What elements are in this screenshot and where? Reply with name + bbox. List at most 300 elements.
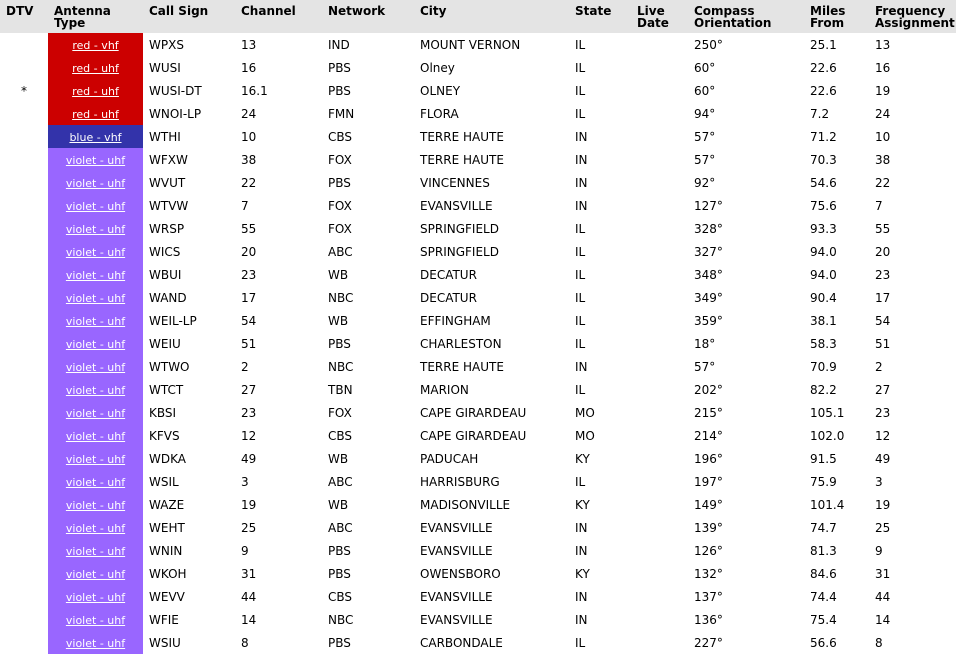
frequency-assignment-cell: 19 <box>875 497 891 512</box>
table-row <box>0 286 956 309</box>
miles-from-cell: 81.3 <box>810 543 837 558</box>
frequency-assignment-cell: 54 <box>875 313 891 328</box>
state-cell: IL <box>575 474 586 489</box>
antenna-type-cell <box>48 562 143 585</box>
live-date-cell <box>631 309 688 332</box>
antenna-type-link[interactable]: violet - uhf <box>65 590 126 604</box>
call-sign-cell: WDKA <box>149 451 186 466</box>
city-cell: Olney <box>420 60 455 75</box>
call-sign-cell: WVUT <box>149 175 186 190</box>
city-cell: CAPE GIRARDEAU <box>420 428 527 443</box>
miles-from-cell: 56.6 <box>810 635 837 650</box>
antenna-type-link[interactable]: violet - uhf <box>65 199 126 213</box>
state-cell: IL <box>575 313 586 328</box>
antenna-type-link[interactable]: violet - uhf <box>65 222 126 236</box>
call-sign-cell: WFXW <box>149 152 188 167</box>
compass-orientation-cell: 60° <box>694 60 716 75</box>
channel-cell: 24 <box>241 106 257 121</box>
compass-orientation-cell: 348° <box>694 267 723 282</box>
antenna-type-link[interactable]: violet - uhf <box>65 176 126 190</box>
compass-orientation-cell: 126° <box>694 543 723 558</box>
frequency-assignment-cell: 23 <box>875 267 891 282</box>
compass-orientation-cell: 57° <box>694 129 716 144</box>
antenna-type-cell <box>48 171 143 194</box>
miles-from-cell: 58.3 <box>810 336 837 351</box>
header-compass-orientation: Compass Orientation <box>688 0 804 33</box>
header-live-date: Live Date <box>631 0 688 33</box>
frequency-assignment-cell: 12 <box>875 428 891 443</box>
channel-cell: 23 <box>241 267 257 282</box>
antenna-type-cell <box>48 470 143 493</box>
network-cell: FMN <box>328 106 355 121</box>
frequency-assignment-cell: 3 <box>875 474 883 489</box>
antenna-type-link[interactable]: violet - uhf <box>65 268 126 282</box>
state-cell: IL <box>575 635 586 650</box>
compass-orientation-cell: 57° <box>694 359 716 374</box>
dtv-cell <box>0 148 48 171</box>
table-row <box>0 424 956 447</box>
call-sign-cell: WICS <box>149 244 181 259</box>
call-sign-cell: WFIE <box>149 612 179 627</box>
antenna-type-link[interactable]: violet - uhf <box>65 383 126 397</box>
antenna-type-link[interactable]: red - uhf <box>72 107 119 121</box>
antenna-type-cell <box>48 33 143 56</box>
table-row <box>0 309 956 332</box>
table-row <box>0 562 956 585</box>
channel-cell: 19 <box>241 497 257 512</box>
antenna-type-link[interactable]: violet - uhf <box>65 406 126 420</box>
antenna-type-cell <box>48 631 143 654</box>
network-cell: CBS <box>328 589 353 604</box>
channel-cell: 2 <box>241 359 249 374</box>
table-row <box>0 355 956 378</box>
compass-orientation-cell: 359° <box>694 313 723 328</box>
antenna-type-cell <box>48 332 143 355</box>
network-cell: NBC <box>328 290 354 305</box>
channel-cell: 23 <box>241 405 257 420</box>
compass-orientation-cell: 227° <box>694 635 723 650</box>
table-row <box>0 470 956 493</box>
live-date-cell <box>631 562 688 585</box>
live-date-cell <box>631 263 688 286</box>
live-date-cell <box>631 33 688 56</box>
channel-cell: 13 <box>241 37 257 52</box>
city-cell: CARBONDALE <box>420 635 503 650</box>
antenna-type-cell <box>48 608 143 631</box>
city-cell: DECATUR <box>420 267 477 282</box>
antenna-type-cell <box>48 516 143 539</box>
dtv-cell <box>0 562 48 585</box>
header-network: Network <box>322 0 414 33</box>
antenna-type-link[interactable]: violet - uhf <box>65 613 126 627</box>
channel-cell: 7 <box>241 198 249 213</box>
frequency-assignment-cell: 24 <box>875 106 891 121</box>
channel-cell: 16.1 <box>241 83 268 98</box>
header-dtv: DTV <box>0 0 48 33</box>
live-date-cell <box>631 102 688 125</box>
table-row <box>0 263 956 286</box>
compass-orientation-cell: 214° <box>694 428 723 443</box>
frequency-assignment-cell: 7 <box>875 198 883 213</box>
live-date-cell <box>631 424 688 447</box>
live-date-cell <box>631 217 688 240</box>
dtv-cell <box>0 332 48 355</box>
dtv-cell <box>0 263 48 286</box>
frequency-assignment-cell: 13 <box>875 37 891 52</box>
city-cell: PADUCAH <box>420 451 479 466</box>
compass-orientation-cell: 328° <box>694 221 723 236</box>
antenna-type-cell <box>48 493 143 516</box>
channel-cell: 51 <box>241 336 257 351</box>
channel-cell: 20 <box>241 244 257 259</box>
network-cell: PBS <box>328 543 351 558</box>
antenna-type-cell <box>48 217 143 240</box>
antenna-type-link[interactable]: violet - uhf <box>65 567 126 581</box>
channel-cell: 22 <box>241 175 257 190</box>
table-row <box>0 171 956 194</box>
city-cell: HARRISBURG <box>420 474 500 489</box>
miles-from-cell: 38.1 <box>810 313 837 328</box>
antenna-type-link[interactable]: violet - uhf <box>65 452 126 466</box>
network-cell: WB <box>328 497 349 512</box>
antenna-type-link[interactable]: violet - uhf <box>65 314 126 328</box>
channel-cell: 9 <box>241 543 249 558</box>
table-row <box>0 332 956 355</box>
dtv-cell <box>0 401 48 424</box>
network-cell: FOX <box>328 152 352 167</box>
miles-from-cell: 25.1 <box>810 37 837 52</box>
state-cell: IL <box>575 106 586 121</box>
live-date-cell <box>631 631 688 654</box>
antenna-type-cell <box>48 194 143 217</box>
call-sign-cell: WKOH <box>149 566 187 581</box>
state-cell: IL <box>575 382 586 397</box>
antenna-type-link[interactable]: violet - uhf <box>65 337 126 351</box>
dtv-cell <box>0 447 48 470</box>
antenna-type-link[interactable]: red - uhf <box>72 84 119 98</box>
miles-from-cell: 70.9 <box>810 359 837 374</box>
antenna-type-cell <box>48 378 143 401</box>
live-date-cell <box>631 608 688 631</box>
antenna-type-link[interactable]: red - vhf <box>72 38 119 52</box>
table-row <box>0 516 956 539</box>
header-channel: Channel <box>235 0 322 33</box>
miles-from-cell: 71.2 <box>810 129 837 144</box>
network-cell: ABC <box>328 474 353 489</box>
network-cell: ABC <box>328 520 353 535</box>
live-date-cell <box>631 79 688 102</box>
dtv-cell <box>0 286 48 309</box>
compass-orientation-cell: 18° <box>694 336 716 351</box>
channel-cell: 49 <box>241 451 257 466</box>
antenna-type-link[interactable]: violet - uhf <box>65 245 126 259</box>
antenna-type-link[interactable]: violet - uhf <box>65 153 126 167</box>
channel-cell: 3 <box>241 474 249 489</box>
miles-from-cell: 101.4 <box>810 497 845 512</box>
live-date-cell <box>631 56 688 79</box>
network-cell: WB <box>328 451 349 466</box>
call-sign-cell: WTVW <box>149 198 189 213</box>
channel-cell: 25 <box>241 520 257 535</box>
table-row <box>0 102 956 125</box>
city-cell: OWENSBORO <box>420 566 501 581</box>
live-date-cell <box>631 447 688 470</box>
dtv-cell <box>0 102 48 125</box>
call-sign-cell: WEHT <box>149 520 185 535</box>
frequency-assignment-cell: 38 <box>875 152 891 167</box>
frequency-assignment-cell: 25 <box>875 520 891 535</box>
channel-cell: 8 <box>241 635 249 650</box>
state-cell: MO <box>575 428 595 443</box>
channel-cell: 31 <box>241 566 257 581</box>
city-cell: EVANSVILLE <box>420 589 493 604</box>
header-miles-from: Miles From <box>804 0 869 33</box>
antenna-type-cell <box>48 355 143 378</box>
state-cell: KY <box>575 451 590 466</box>
compass-orientation-cell: 136° <box>694 612 723 627</box>
frequency-assignment-cell: 8 <box>875 635 883 650</box>
dtv-cell <box>0 424 48 447</box>
antenna-type-cell <box>48 401 143 424</box>
dtv-cell <box>0 470 48 493</box>
dtv-cell <box>0 194 48 217</box>
call-sign-cell: WAZE <box>149 497 185 512</box>
header-antenna-type: Antenna Type <box>48 0 143 33</box>
frequency-assignment-cell: 55 <box>875 221 891 236</box>
table-row <box>0 148 956 171</box>
miles-from-cell: 84.6 <box>810 566 837 581</box>
live-date-cell <box>631 516 688 539</box>
network-cell: WB <box>328 313 349 328</box>
compass-orientation-cell: 327° <box>694 244 723 259</box>
miles-from-cell: 7.2 <box>810 106 830 121</box>
call-sign-cell: WEIU <box>149 336 181 351</box>
channel-cell: 44 <box>241 589 257 604</box>
compass-orientation-cell: 202° <box>694 382 723 397</box>
dtv-cell <box>0 171 48 194</box>
state-cell: KY <box>575 497 590 512</box>
live-date-cell <box>631 125 688 148</box>
frequency-assignment-cell: 19 <box>875 83 891 98</box>
antenna-type-cell <box>48 539 143 562</box>
miles-from-cell: 105.1 <box>810 405 845 420</box>
call-sign-cell: WTHI <box>149 129 181 144</box>
network-cell: PBS <box>328 83 351 98</box>
city-cell: VINCENNES <box>420 175 490 190</box>
dtv-cell <box>0 631 48 654</box>
antenna-type-cell <box>48 240 143 263</box>
call-sign-cell: KBSI <box>149 405 177 420</box>
antenna-type-cell <box>48 125 143 148</box>
antenna-type-cell <box>48 56 143 79</box>
live-date-cell <box>631 493 688 516</box>
antenna-type-link[interactable]: violet - uhf <box>65 291 126 305</box>
table-row <box>0 378 956 401</box>
antenna-type-cell <box>48 102 143 125</box>
table-row <box>0 56 956 79</box>
live-date-cell <box>631 194 688 217</box>
live-date-cell <box>631 401 688 424</box>
compass-orientation-cell: 215° <box>694 405 723 420</box>
antenna-type-link[interactable]: violet - uhf <box>65 360 126 374</box>
channel-cell: 12 <box>241 428 257 443</box>
state-cell: IN <box>575 175 588 190</box>
call-sign-cell: WTCT <box>149 382 184 397</box>
frequency-assignment-cell: 10 <box>875 129 891 144</box>
antenna-type-link[interactable]: violet - uhf <box>65 544 126 558</box>
state-cell: IN <box>575 129 588 144</box>
table-row <box>0 217 956 240</box>
table-row <box>0 401 956 424</box>
miles-from-cell: 70.3 <box>810 152 837 167</box>
antenna-type-cell <box>48 286 143 309</box>
antenna-type-link[interactable]: blue - vhf <box>69 130 122 144</box>
city-cell: TERRE HAUTE <box>420 152 504 167</box>
miles-from-cell: 75.6 <box>810 198 837 213</box>
miles-from-cell: 22.6 <box>810 83 837 98</box>
antenna-type-cell <box>48 447 143 470</box>
dtv-cell <box>0 240 48 263</box>
miles-from-cell: 74.4 <box>810 589 837 604</box>
dtv-cell <box>0 309 48 332</box>
dtv-cell <box>0 378 48 401</box>
call-sign-cell: WEIL-LP <box>149 313 197 328</box>
miles-from-cell: 94.0 <box>810 267 837 282</box>
network-cell: NBC <box>328 612 354 627</box>
compass-orientation-cell: 149° <box>694 497 723 512</box>
table-row <box>0 240 956 263</box>
table-row <box>0 79 956 102</box>
call-sign-cell: WTWO <box>149 359 190 374</box>
dtv-cell <box>0 585 48 608</box>
state-cell: MO <box>575 405 595 420</box>
city-cell: CAPE GIRARDEAU <box>420 405 527 420</box>
dtv-cell <box>0 217 48 240</box>
miles-from-cell: 75.4 <box>810 612 837 627</box>
state-cell: KY <box>575 566 590 581</box>
antenna-type-link[interactable]: violet - uhf <box>65 429 126 443</box>
table-row <box>0 539 956 562</box>
antenna-type-cell <box>48 309 143 332</box>
table-row <box>0 631 956 654</box>
call-sign-cell: WRSP <box>149 221 185 236</box>
miles-from-cell: 82.2 <box>810 382 837 397</box>
live-date-cell <box>631 240 688 263</box>
antenna-type-link[interactable]: violet - uhf <box>65 521 126 535</box>
city-cell: TERRE HAUTE <box>420 129 504 144</box>
network-cell: PBS <box>328 60 351 75</box>
frequency-assignment-cell: 16 <box>875 60 891 75</box>
table-row <box>0 608 956 631</box>
header-state: State <box>569 0 631 33</box>
call-sign-cell: WEVV <box>149 589 185 604</box>
header-call-sign: Call Sign <box>143 0 235 33</box>
compass-orientation-cell: 139° <box>694 520 723 535</box>
state-cell: IN <box>575 198 588 213</box>
antenna-type-link[interactable]: violet - uhf <box>65 498 126 512</box>
frequency-assignment-cell: 9 <box>875 543 883 558</box>
dtv-cell <box>0 493 48 516</box>
table-row <box>0 585 956 608</box>
channel-cell: 54 <box>241 313 257 328</box>
frequency-assignment-cell: 17 <box>875 290 891 305</box>
compass-orientation-cell: 60° <box>694 83 716 98</box>
call-sign-cell: WSIU <box>149 635 181 650</box>
miles-from-cell: 75.9 <box>810 474 837 489</box>
compass-orientation-cell: 132° <box>694 566 723 581</box>
city-cell: EVANSVILLE <box>420 543 493 558</box>
channel-cell: 10 <box>241 129 257 144</box>
frequency-assignment-cell: 51 <box>875 336 891 351</box>
table-row <box>0 493 956 516</box>
network-cell: FOX <box>328 221 352 236</box>
city-cell: EFFINGHAM <box>420 313 491 328</box>
header-city: City <box>414 0 569 33</box>
frequency-assignment-cell: 14 <box>875 612 891 627</box>
state-cell: IL <box>575 336 586 351</box>
antenna-type-link[interactable]: red - uhf <box>72 61 119 75</box>
antenna-type-link[interactable]: violet - uhf <box>65 475 126 489</box>
compass-orientation-cell: 197° <box>694 474 723 489</box>
compass-orientation-cell: 137° <box>694 589 723 604</box>
call-sign-cell: WNOI-LP <box>149 106 202 121</box>
antenna-type-link[interactable]: violet - uhf <box>65 636 126 650</box>
compass-orientation-cell: 250° <box>694 37 723 52</box>
network-cell: CBS <box>328 428 353 443</box>
channel-cell: 14 <box>241 612 257 627</box>
frequency-assignment-cell: 23 <box>875 405 891 420</box>
city-cell: EVANSVILLE <box>420 612 493 627</box>
live-date-cell <box>631 355 688 378</box>
live-date-cell <box>631 332 688 355</box>
state-cell: IL <box>575 290 586 305</box>
table-row <box>0 33 956 56</box>
call-sign-cell: WAND <box>149 290 187 305</box>
frequency-assignment-cell: 27 <box>875 382 891 397</box>
city-cell: DECATUR <box>420 290 477 305</box>
compass-orientation-cell: 92° <box>694 175 716 190</box>
city-cell: MARION <box>420 382 469 397</box>
frequency-assignment-cell: 49 <box>875 451 891 466</box>
header-frequency-assignment: Frequency Assignment <box>869 0 956 33</box>
channel-cell: 55 <box>241 221 257 236</box>
network-cell: PBS <box>328 175 351 190</box>
state-cell: IN <box>575 612 588 627</box>
antenna-type-cell <box>48 424 143 447</box>
antenna-type-cell <box>48 79 143 102</box>
city-cell: MADISONVILLE <box>420 497 511 512</box>
compass-orientation-cell: 127° <box>694 198 723 213</box>
dtv-cell <box>0 355 48 378</box>
frequency-assignment-cell: 31 <box>875 566 891 581</box>
network-cell: CBS <box>328 129 353 144</box>
dtv-cell <box>0 608 48 631</box>
miles-from-cell: 74.7 <box>810 520 837 535</box>
miles-from-cell: 102.0 <box>810 428 845 443</box>
dtv-cell <box>0 33 48 56</box>
live-date-cell <box>631 539 688 562</box>
network-cell: FOX <box>328 405 352 420</box>
city-cell: MOUNT VERNON <box>420 37 521 52</box>
network-cell: PBS <box>328 336 351 351</box>
network-cell: ABC <box>328 244 353 259</box>
state-cell: IL <box>575 244 586 259</box>
frequency-assignment-cell: 2 <box>875 359 883 374</box>
call-sign-cell: WPXS <box>149 37 184 52</box>
call-sign-cell: WBUI <box>149 267 182 282</box>
compass-orientation-cell: 196° <box>694 451 723 466</box>
live-date-cell <box>631 286 688 309</box>
